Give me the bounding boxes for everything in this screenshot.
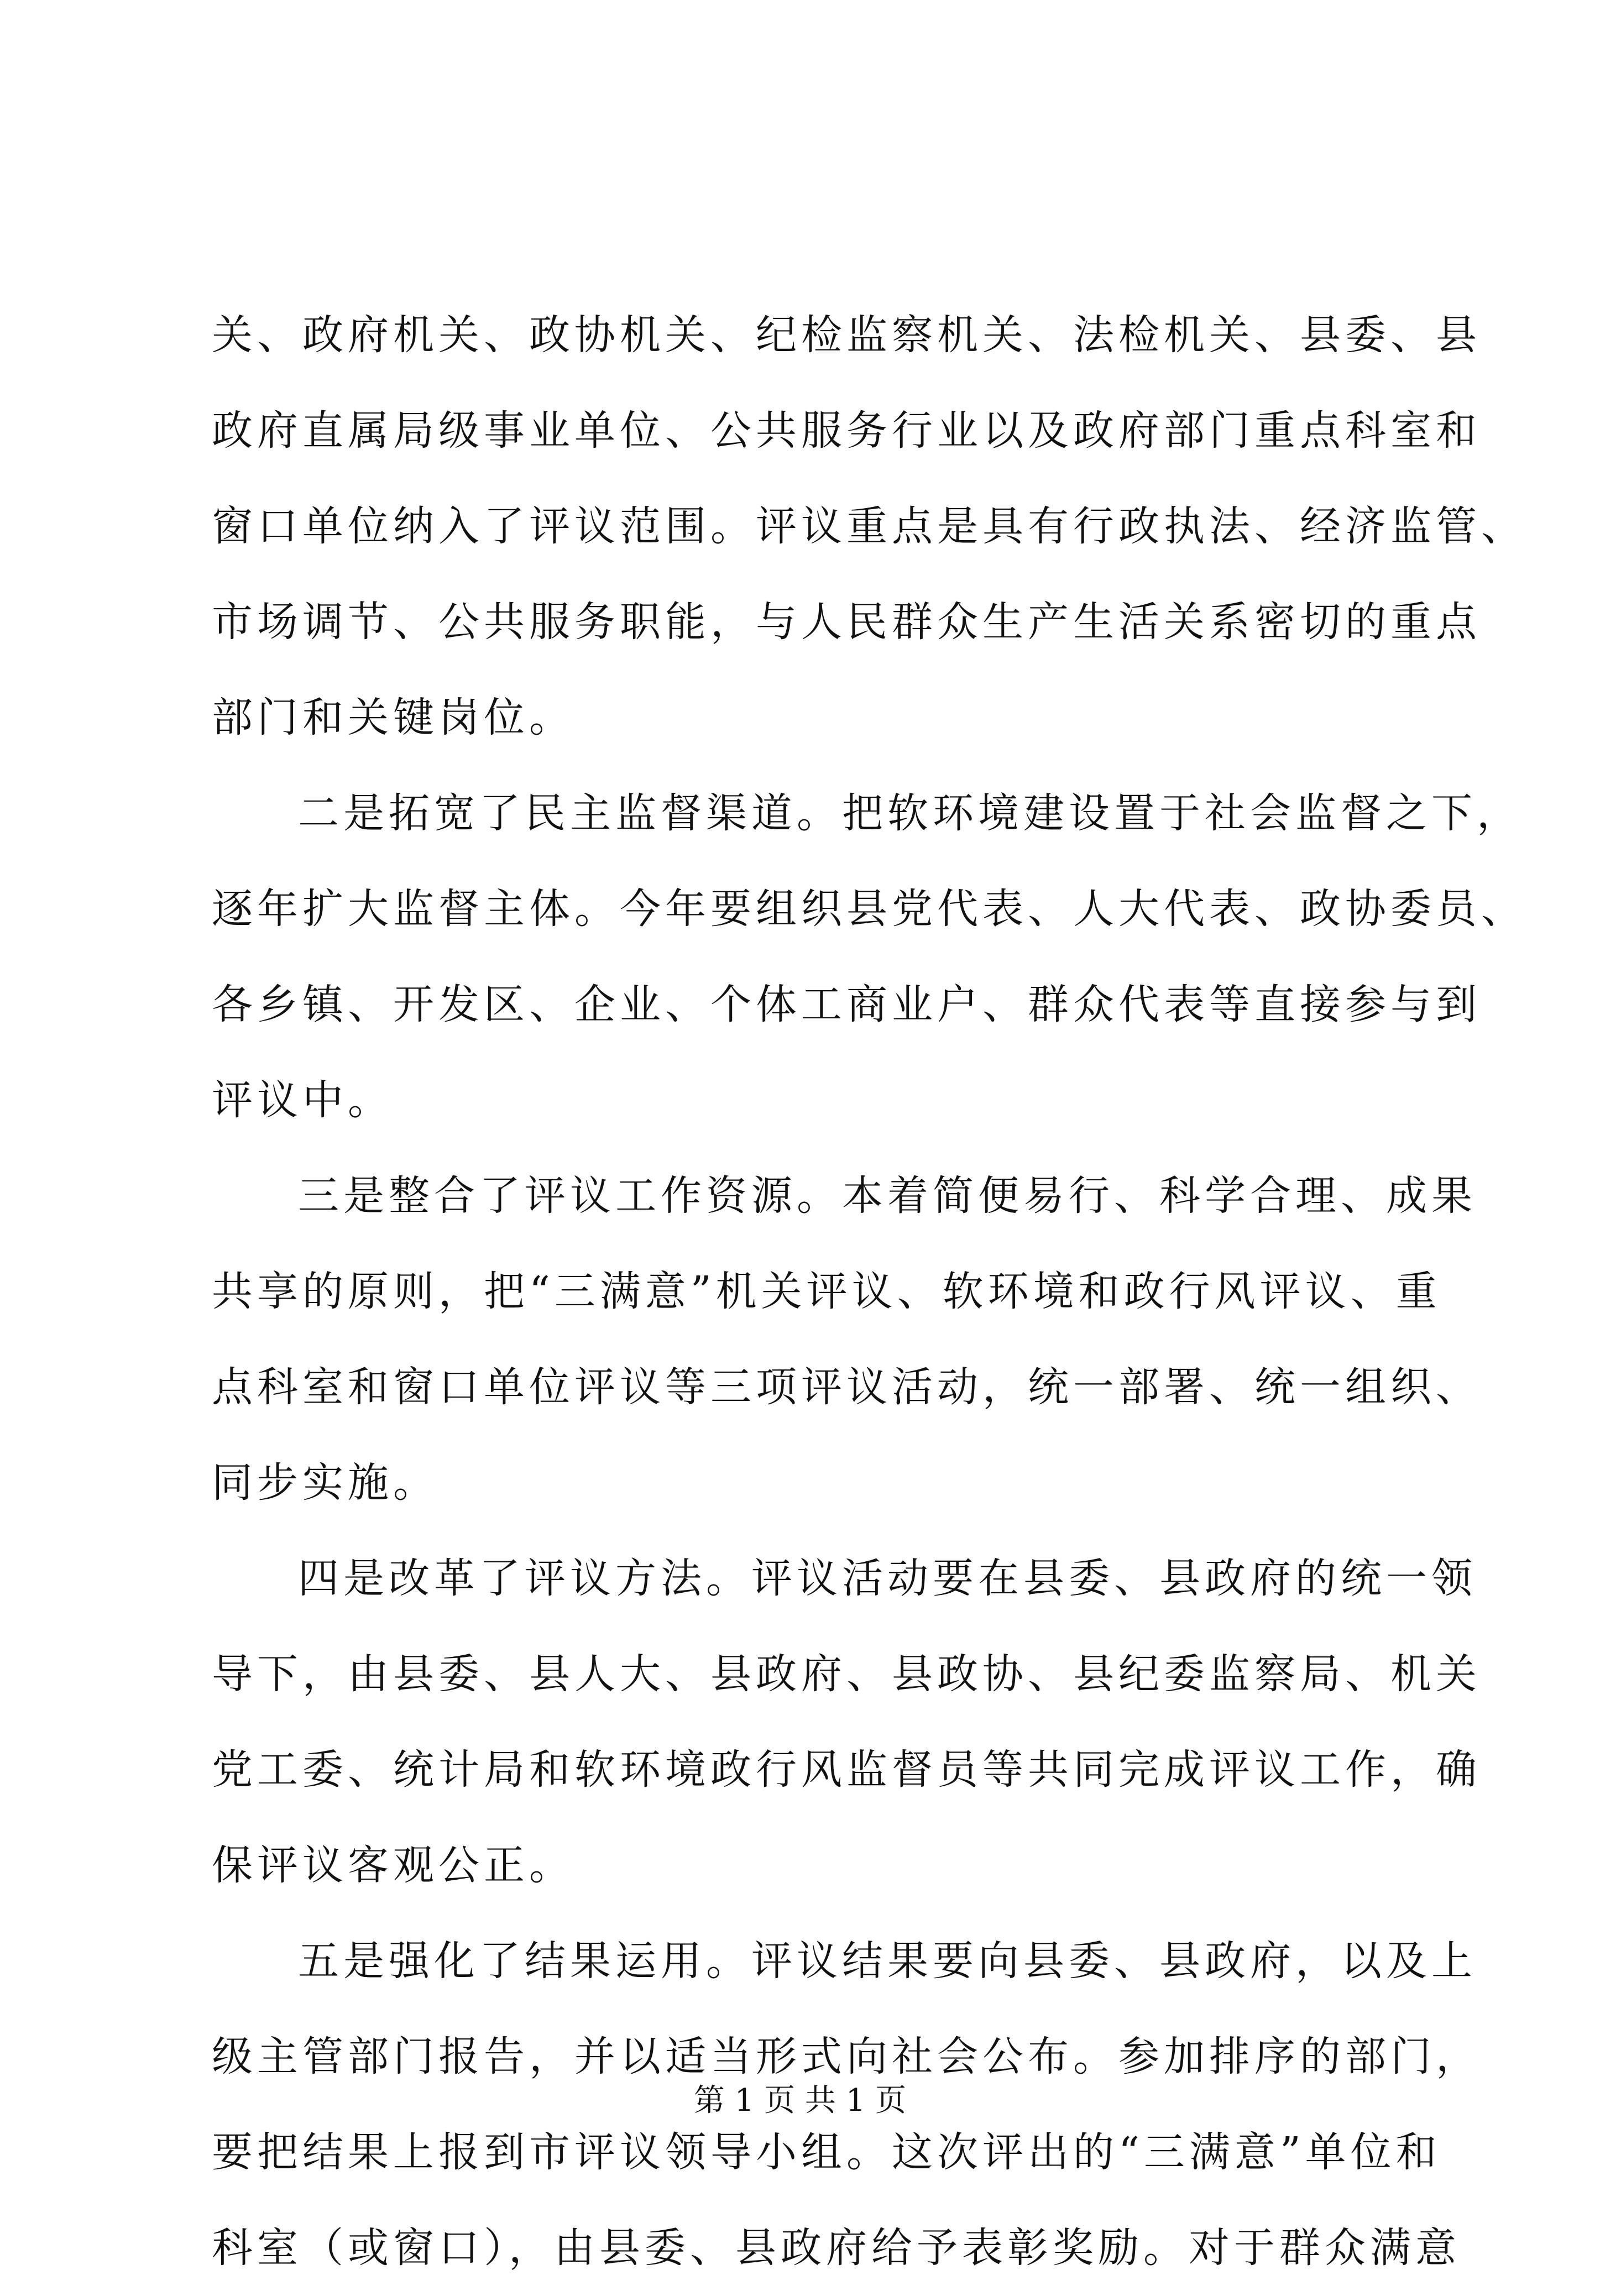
text-line: 逐年扩大监督主体。今年要组织县党代表、人大代表、政协委员、: [212, 885, 1526, 933]
paragraph-first-line: 二是拓宽了民主监督渠道。把软环境建设置于社会监督之下，: [298, 789, 1522, 837]
text-line: 各乡镇、开发区、企业、个体工商业户、群众代表等直接参与到: [212, 981, 1481, 1028]
text-line: 点科室和窗口单位评议等三项评议活动，统一部署、统一组织、: [212, 1363, 1481, 1411]
text-line: 科室（或窗口），由县委、县政府给予表彰奖励。对于群众满意: [212, 2224, 1461, 2272]
text-line: 评议中。: [212, 1076, 393, 1124]
paragraph-first-line: 五是强化了结果运用。评议结果要向县委、县政府，以及上: [298, 1937, 1477, 1985]
text-line: 级主管部门报告，并以适当形式向社会公布。参加排序的部门，: [212, 2033, 1481, 2080]
text-line: 部门和关键岗位。: [212, 694, 574, 741]
text-line: 关、政府机关、政协机关、纪检监察机关、法检机关、县委、县: [212, 311, 1481, 359]
paragraph-first-line: 三是整合了评议工作资源。本着简便易行、科学合理、成果: [298, 1172, 1477, 1220]
text-line: 要把结果上报到市评议领导小组。这次评出的“三满意”单位和: [212, 2128, 1441, 2176]
paragraph-first-line: 四是改革了评议方法。评议活动要在县委、县政府的统一领: [298, 1555, 1477, 1602]
text-line: 共享的原则，把“三满意”机关评议、软环境和政行风评议、重: [212, 1268, 1441, 1315]
text-line: 市场调节、公共服务职能，与人民群众生产生活关系密切的重点: [212, 598, 1481, 646]
document-body: [212, 287, 1526, 2296]
text-line: 政府直属局级事业单位、公共服务行业以及政府部门重点科室和: [212, 407, 1481, 454]
text-line: 党工委、统计局和软环境政行风监督员等共同完成评议工作，确: [212, 1746, 1481, 1793]
text-line: 保评议客观公正。: [212, 1842, 574, 1889]
page-number-footer: 第 1 页 共 1 页: [693, 2083, 907, 2119]
text-line: 导下，由县委、县人大、县政府、县政协、县纪委监察局、机关: [212, 1650, 1481, 1698]
text-line: 同步实施。: [212, 1459, 438, 1507]
text-line: 窗口单位纳入了评议范围。评议重点是具有行政执法、经济监管、: [212, 503, 1526, 550]
